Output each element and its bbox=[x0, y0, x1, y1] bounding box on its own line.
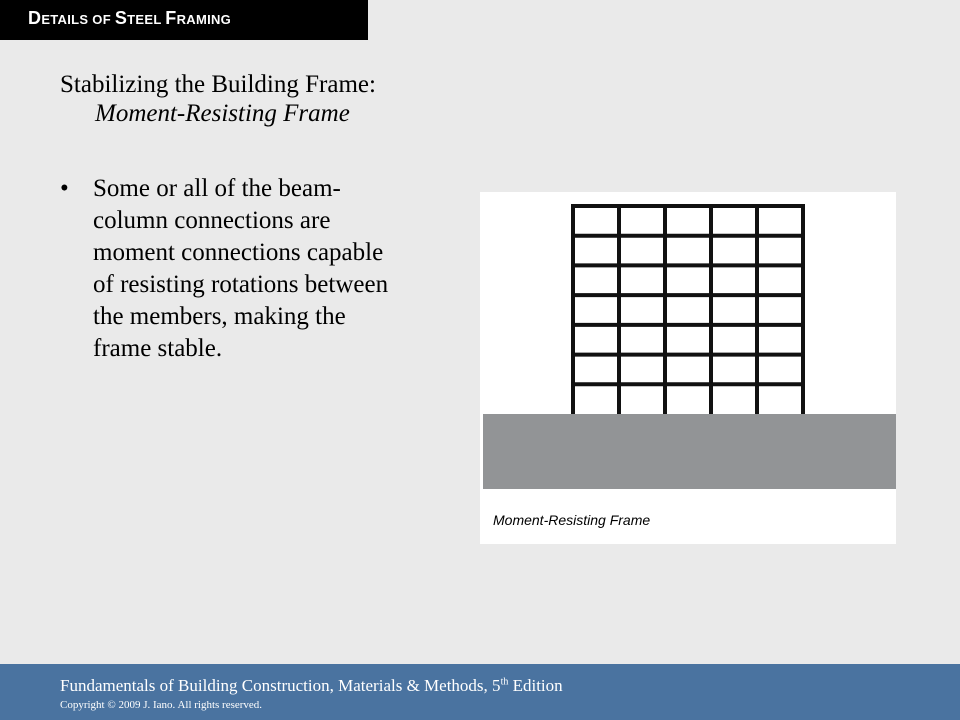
bullet-marker: • bbox=[60, 175, 69, 202]
slide-header bbox=[0, 0, 368, 40]
header-cap-f: F bbox=[165, 8, 177, 28]
frame-diagram bbox=[480, 192, 896, 512]
subtitle-lead: Stabilizing the Building Frame: bbox=[60, 71, 376, 98]
footer-copyright: Copyright © 2009 J. Iano. All rights reserved. bbox=[60, 699, 263, 711]
footer-edition-word: Edition bbox=[508, 676, 563, 695]
header-cap-d: D bbox=[28, 8, 42, 28]
header-text-steel: TEEL bbox=[127, 12, 166, 27]
subtitle-emphasis: Moment-Resisting Frame bbox=[95, 100, 350, 127]
figure-caption: Moment-Resisting Frame bbox=[493, 512, 651, 528]
header-text-details: ETAILS OF bbox=[41, 12, 115, 27]
footer-book-title bbox=[60, 676, 563, 696]
footer-title-text: Fundamentals of Building Construction, Materials & Methods, 5 bbox=[60, 676, 501, 695]
footer-edition-sup: th bbox=[500, 676, 509, 688]
moment-frame-figure bbox=[480, 192, 896, 544]
header-text-framing: RAMING bbox=[176, 12, 232, 27]
bullet-text: Some or all of the beam-column connections are moment connections capable of resisting rotations between the members, making the frame stable. bbox=[93, 175, 389, 362]
header-cap-s: S bbox=[114, 8, 128, 28]
slide-subtitle bbox=[60, 70, 455, 128]
ground-block bbox=[483, 414, 896, 489]
slide-footer bbox=[0, 664, 960, 720]
